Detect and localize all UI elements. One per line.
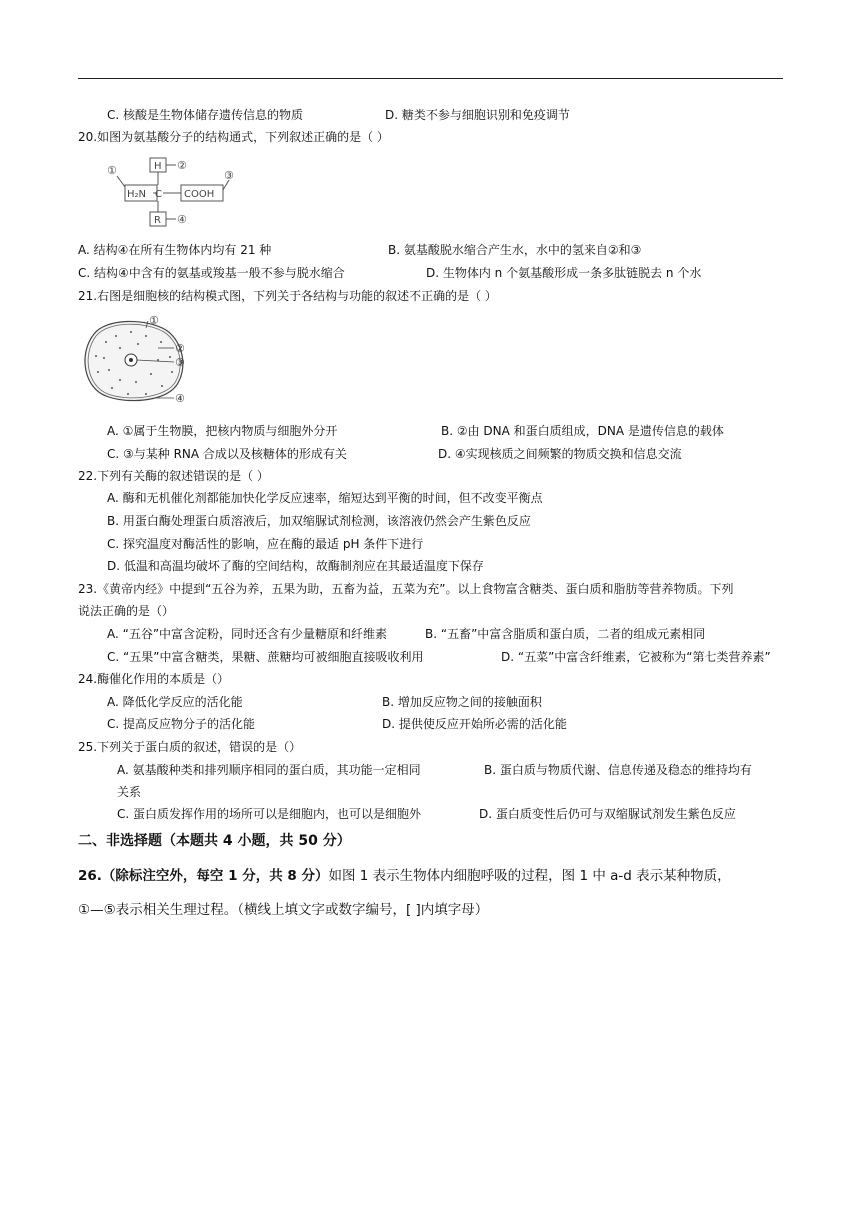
q25-option-b-line-2: 关系 bbox=[117, 785, 142, 799]
q23-option-b: B. “五畜”中富含脂质和蛋白质，二者的组成元素相同 bbox=[425, 627, 706, 641]
q25-option-d: D. 蛋白质变性后仍可与双缩脲试剂发生紫色反应 bbox=[479, 807, 736, 821]
fig20-cooh: COOH bbox=[184, 189, 215, 200]
q24-stem: 24.酶催化作用的本质是（） bbox=[78, 672, 230, 686]
header-rule bbox=[78, 78, 783, 79]
fig20-label-1: ① bbox=[107, 164, 117, 177]
fig20-label-3: ③ bbox=[224, 169, 234, 182]
q23-option-d: D. “五菜”中富含纤维素，它被称为“第七类营养素” bbox=[501, 650, 771, 664]
q23-stem-line-2: 说法正确的是（） bbox=[78, 604, 175, 618]
nucleus-structure-figure bbox=[76, 312, 196, 410]
q26-intro-line-2: ①—⑤表示相关生理过程。（横线上填文字或数字编号，[ ]内填字母） bbox=[78, 902, 489, 918]
fig21-label-4: ④ bbox=[175, 392, 185, 405]
fig20-r: R bbox=[154, 215, 161, 226]
q24-option-d: D. 提供使反应开始所必需的活化能 bbox=[382, 717, 567, 731]
fig20-label-4: ④ bbox=[177, 213, 187, 226]
fig21-label-1: ① bbox=[149, 314, 159, 327]
q22-stem: 22.下列有关酶的叙述错误的是（ ） bbox=[78, 469, 269, 483]
q20-option-d: D. 生物体内 n 个氨基酸形成一条多肽链脱去 n 个水 bbox=[426, 266, 702, 280]
q26-scoring-note: 26.（除标注空外，每空 1 分，共 8 分） bbox=[78, 868, 329, 884]
q19-option-c: C. 核酸是生物体储存遗传信息的物质 bbox=[107, 108, 304, 122]
q25-stem: 25.下列关于蛋白质的叙述，错误的是（） bbox=[78, 740, 302, 754]
q20-option-a: A. 结构④在所有生物体内均有 21 种 bbox=[78, 243, 272, 257]
amino-acid-structure-figure bbox=[105, 154, 240, 234]
q22-option-c: C. 探究温度对酶活性的影响，应在酶的最适 pH 条件下进行 bbox=[107, 537, 424, 551]
q23-option-c: C. “五果”中富含糖类，果糖、蔗糖均可被细胞直接吸收利用 bbox=[107, 650, 424, 664]
section-title-non-choice: 二、非选择题（本题共 4 小题，共 50 分） bbox=[78, 833, 351, 849]
fig20-label-2: ② bbox=[177, 159, 187, 172]
q21-option-a: A. ①属于生物膜，把核内物质与细胞外分开 bbox=[107, 424, 338, 438]
q21-option-d: D. ④实现核质之间频繁的物质交换和信息交流 bbox=[438, 447, 682, 461]
q26-text-1: 如图 1 表示生物体内细胞呼吸的过程，图 1 中 a-d 表示某种物质， bbox=[328, 868, 731, 884]
q23-stem-line-1: 23.《黄帝内经》中提到“五谷为养，五果为助，五畜为益，五菜为充”。以上食物富含糖类、蛋白质和脂肪等营养物质。下列 bbox=[78, 582, 734, 596]
q22-option-d: D. 低温和高温均破坏了酶的空间结构，故酶制剂应在其最适温度下保存 bbox=[107, 559, 484, 573]
q20-option-b: B. 氨基酸脱水缩合产生水，水中的氢来自②和③ bbox=[388, 243, 642, 257]
q25-option-a: A. 氨基酸种类和排列顺序相同的蛋白质，其功能一定相同 bbox=[117, 763, 421, 777]
fig20-h: H bbox=[154, 161, 162, 172]
q20-option-c: C. 结构④中含有的氨基或羧基一般不参与脱水缩合 bbox=[78, 266, 345, 280]
fig20-h2n: H₂N bbox=[127, 189, 147, 200]
q25-option-b-line-1: B. 蛋白质与物质代谢、信息传递及稳态的维持均有 bbox=[484, 763, 752, 777]
q23-option-a: A. “五谷”中富含淀粉，同时还含有少量糖原和纤维素 bbox=[107, 627, 388, 641]
fig21-label-3: ③ bbox=[175, 356, 185, 369]
q24-option-b: B. 增加反应物之间的接触面积 bbox=[382, 695, 542, 709]
q21-option-c: C. ③与某种 RNA 合成以及核糖体的形成有关 bbox=[107, 447, 347, 461]
q22-option-a: A. 酶和无机催化剂都能加快化学反应速率，缩短达到平衡的时间，但不改变平衡点 bbox=[107, 491, 543, 505]
q24-option-a: A. 降低化学反应的活化能 bbox=[107, 695, 243, 709]
q21-option-b: B. ②由 DNA 和蛋白质组成，DNA 是遗传信息的载体 bbox=[441, 424, 724, 438]
fig21-label-2: ② bbox=[175, 342, 185, 355]
q25-option-c: C. 蛋白质发挥作用的场所可以是细胞内，也可以是细胞外 bbox=[117, 807, 422, 821]
q22-option-b: B. 用蛋白酶处理蛋白质溶液后，加双缩脲试剂检测，该溶液仍然会产生紫色反应 bbox=[107, 514, 531, 528]
fig20-c: C bbox=[155, 189, 162, 200]
q24-option-c: C. 提高反应物分子的活化能 bbox=[107, 717, 256, 731]
q21-stem: 21.右图是细胞核的结构模式图，下列关于各结构与功能的叙述不正确的是（ ） bbox=[78, 289, 497, 303]
q20-stem: 20.如图为氨基酸分子的结构通式，下列叙述正确的是（ ） bbox=[78, 130, 389, 144]
q26-intro-line-1 bbox=[78, 868, 731, 884]
q19-option-d: D. 糖类不参与细胞识别和免疫调节 bbox=[385, 108, 570, 122]
